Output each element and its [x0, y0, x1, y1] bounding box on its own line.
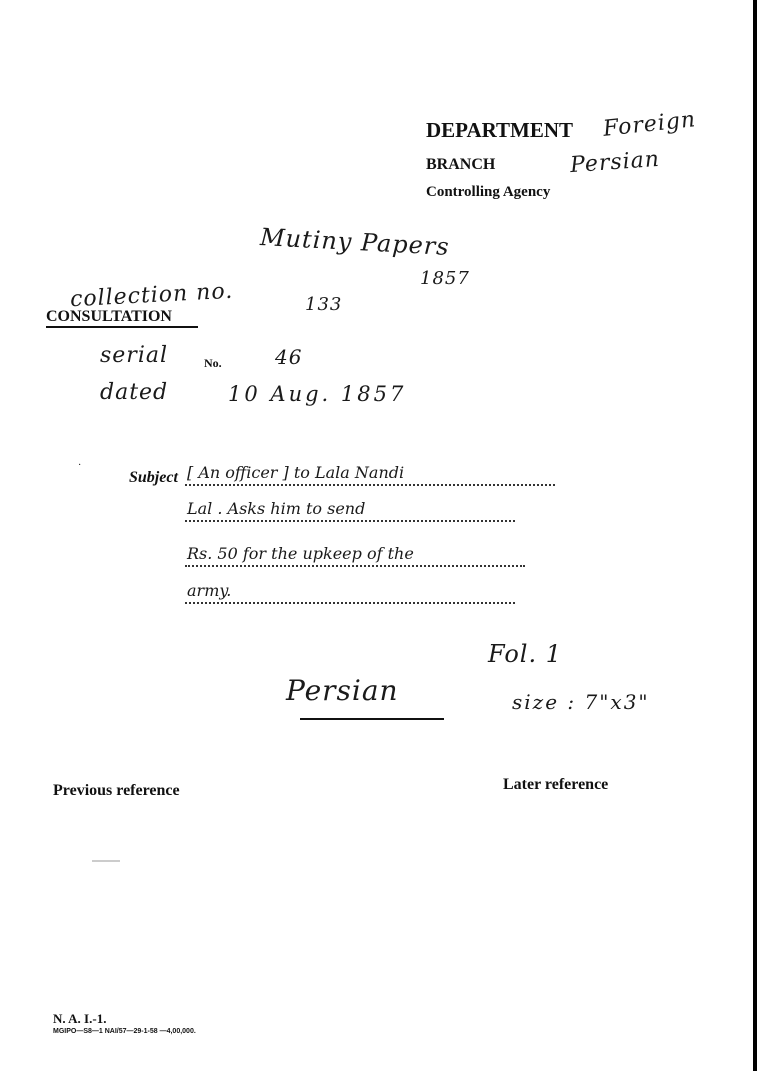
serial-no-label: No.	[204, 356, 222, 370]
subject-line-1	[185, 463, 555, 486]
branch-value: Persian	[569, 146, 661, 179]
previous-reference-label: Previous reference	[53, 782, 180, 799]
subject-text-2: Lal . Asks him to send	[187, 499, 366, 518]
serial-label: serial	[100, 343, 169, 368]
dated-label: dated	[100, 380, 169, 405]
department-value: Foreign	[601, 107, 698, 142]
printer-imprint: MGIPO—S8—1 NAI/57—29-1-58 —4,00,000.	[53, 1028, 196, 1035]
controlling-agency-label: Controlling Agency	[426, 184, 551, 200]
document-language: Persian	[286, 674, 399, 707]
smudge-mark	[92, 860, 120, 862]
page-right-edge	[753, 0, 757, 1071]
document-size: size : 7"x3"	[512, 690, 650, 714]
subject-line-4	[185, 581, 515, 604]
subject-text-4: army.	[187, 581, 232, 600]
subject-line-2	[185, 499, 515, 522]
subject-text-1: [ An officer ] to Lala Nandi	[187, 463, 405, 482]
subject-text-3: Rs. 50 for the upkeep of the	[187, 544, 414, 563]
branch-label: BRANCH	[426, 156, 496, 173]
collection-title: Mutiny Papers	[259, 223, 451, 261]
department-label: DEPARTMENT	[426, 118, 574, 142]
collection-number: 133	[305, 294, 343, 315]
form-identifier: N. A. I.-1.	[53, 1011, 107, 1026]
stray-mark: ·	[78, 460, 82, 471]
subject-line-3	[185, 544, 525, 567]
dated-value: 10 Aug. 1857	[228, 382, 407, 406]
collection-label: collection no.	[69, 278, 234, 313]
serial-number: 46	[275, 345, 303, 369]
consultation-label: CONSULTATION	[46, 308, 198, 328]
later-reference-label: Later reference	[503, 776, 609, 793]
subject-label: Subject	[129, 469, 178, 486]
language-underline	[300, 718, 444, 720]
folio-number: Fol. 1	[488, 640, 562, 668]
collection-year: 1857	[420, 268, 470, 289]
